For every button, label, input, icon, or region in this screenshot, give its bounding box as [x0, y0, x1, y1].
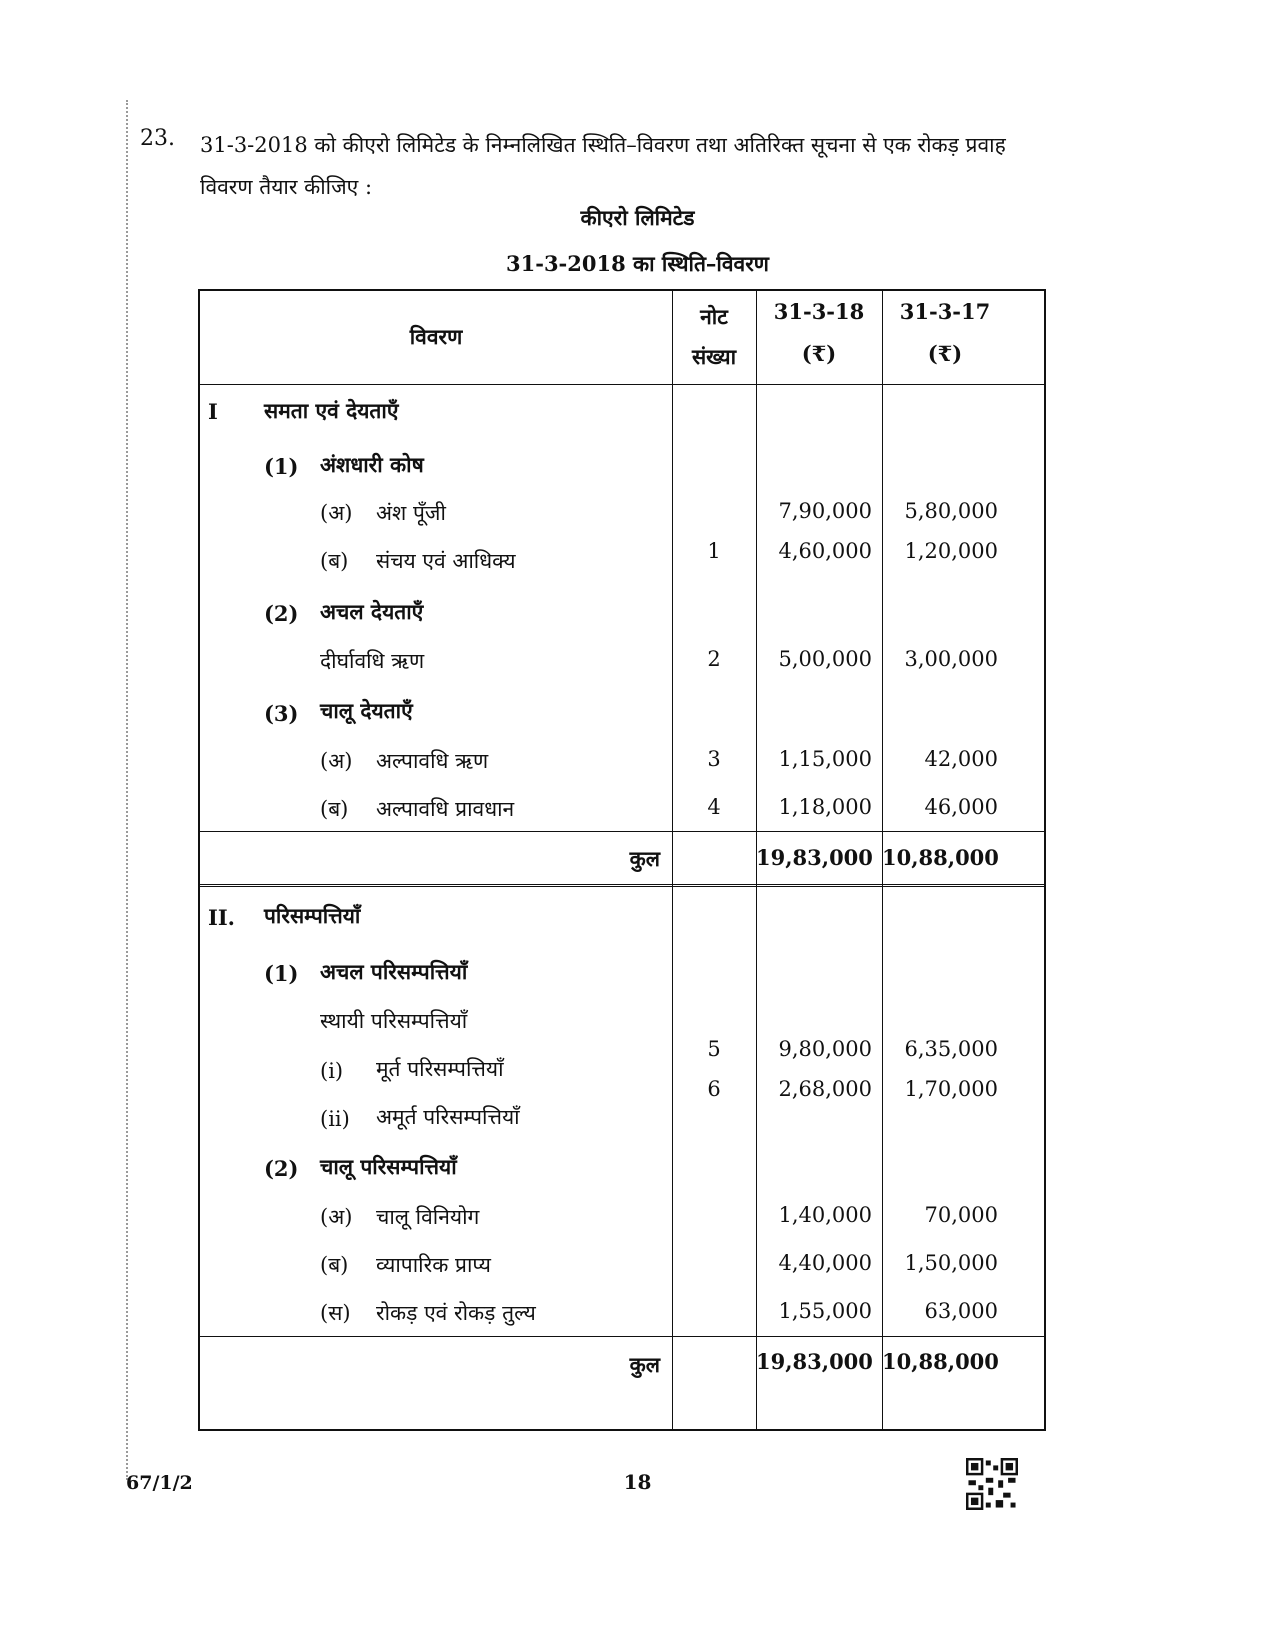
header-year2: 31-3-17	[899, 299, 991, 324]
part2-section2-title: चालू परिसम्पत्तियाँ	[320, 1154, 457, 1179]
receivables-y1: 4,40,000	[778, 1251, 872, 1275]
tangible-note: 5	[707, 1037, 721, 1061]
short-provision-y2: 46,000	[924, 795, 998, 819]
share-capital-mark: (अ)	[320, 501, 353, 525]
share-capital-y1: 7,90,000	[778, 499, 872, 523]
part2-section2-number: (2)	[264, 1156, 299, 1181]
header-note-line2: संख्या	[691, 344, 737, 369]
investments-label: चालू विनियोग	[376, 1205, 480, 1229]
share-capital-label: अंश पूँजी	[376, 501, 446, 525]
intangible-y2: 1,70,000	[904, 1077, 998, 1101]
header-year1: 31-3-18	[773, 299, 865, 324]
intangible-mark: (ii)	[320, 1107, 350, 1131]
short-loan-note: 3	[707, 747, 721, 771]
tangible-y2: 6,35,000	[904, 1037, 998, 1061]
part1-section3-title: चालू देयताएँ	[320, 698, 413, 723]
tangible-mark: (i)	[320, 1059, 344, 1083]
tangible-label: मूर्त परिसम्पत्तियाँ	[376, 1057, 504, 1081]
fixed-assets-label: स्थायी परिसम्पत्तियाँ	[320, 1009, 468, 1033]
part1-section3-number: (3)	[264, 701, 299, 726]
intangible-note: 6	[707, 1077, 721, 1101]
cash-y1: 1,55,000	[778, 1299, 872, 1323]
part1-heading: समता एवं देयताएँ	[264, 398, 399, 423]
receivables-label: व्यापारिक प्राप्य	[376, 1253, 491, 1277]
intangible-y1: 2,68,000	[778, 1077, 872, 1101]
cash-mark: (स)	[320, 1301, 351, 1325]
short-provision-label: अल्पावधि प्रावधान	[376, 797, 515, 821]
part1-section1-number: (1)	[264, 454, 299, 479]
long-loan-y2: 3,00,000	[904, 647, 998, 671]
cash-label: रोकड़ एवं रोकड़ तुल्य	[376, 1301, 536, 1325]
header-divider	[200, 384, 1044, 385]
receivables-y2: 1,50,000	[904, 1251, 998, 1275]
part2-total-top-line	[200, 1336, 1044, 1337]
short-loan-y2: 42,000	[924, 747, 998, 771]
tangible-y1: 9,80,000	[778, 1037, 872, 1061]
long-loan-y1: 5,00,000	[778, 647, 872, 671]
cash-y2: 63,000	[924, 1299, 998, 1323]
header-year1-currency: (₹)	[801, 341, 837, 366]
part2-section1-number: (1)	[264, 961, 299, 986]
reserves-label: संचय एवं आधिक्य	[376, 549, 516, 573]
question-text: 31-3-2018 को कीएरो लिमिटेड के निम्नलिखित स्थिति–विवरण तथा अतिरिक्त सूचना से एक रोकड़ प्रवाह विवरण तैयार कीजिए :	[200, 133, 1006, 199]
part2-total-y1: 19,83,000	[756, 1349, 873, 1374]
qr-code-icon	[966, 1458, 1018, 1510]
reserves-mark: (ब)	[320, 549, 349, 573]
short-provision-y1: 1,18,000	[778, 795, 872, 819]
short-provision-mark: (ब)	[320, 797, 349, 821]
header-note-line1: नोट	[700, 304, 728, 329]
long-loan-note: 2	[707, 647, 721, 671]
investments-y2: 70,000	[924, 1203, 998, 1227]
part2-total-y2: 10,88,000	[882, 1349, 999, 1374]
page-number: 18	[623, 1470, 652, 1494]
short-provision-note: 4	[707, 795, 721, 819]
part2-roman: II.	[208, 905, 235, 930]
part1-total-bottom-line	[200, 884, 1044, 887]
company-name: कीएरो लिमिटेड	[580, 205, 695, 230]
reserves-note: 1	[707, 539, 721, 563]
part2-section1-title: अचल परिसम्पत्तियाँ	[320, 959, 468, 984]
part1-section2-title: अचल देयताएँ	[320, 599, 424, 624]
short-loan-label: अल्पावधि ऋण	[376, 749, 489, 773]
question-number: 23.	[140, 126, 175, 151]
short-loan-y1: 1,15,000	[778, 747, 872, 771]
part1-total-top-line	[200, 831, 1044, 832]
long-loan-label: दीर्घावधि ऋण	[320, 649, 425, 673]
receivables-mark: (ब)	[320, 1253, 349, 1277]
part2-total-label: कुल	[629, 1352, 660, 1377]
margin-dotted-line	[126, 100, 128, 1480]
part1-section2-number: (2)	[264, 601, 299, 626]
balance-sheet-table	[198, 289, 1046, 1431]
reserves-y2: 1,20,000	[904, 539, 998, 563]
share-capital-y2: 5,80,000	[904, 499, 998, 523]
part1-section1-title: अंशधारी कोष	[320, 452, 424, 477]
part1-total-label: कुल	[629, 846, 660, 871]
part1-total-y2: 10,88,000	[882, 845, 999, 870]
reserves-y1: 4,60,000	[778, 539, 872, 563]
part1-total-y1: 19,83,000	[756, 845, 873, 870]
part1-roman: I	[208, 399, 218, 424]
investments-y1: 1,40,000	[778, 1203, 872, 1227]
header-particulars: विवरण	[409, 324, 463, 349]
paper-code: 67/1/2	[126, 1472, 193, 1494]
investments-mark: (अ)	[320, 1205, 353, 1229]
col-divider-particulars	[672, 291, 673, 1429]
part2-heading: परिसम्पत्तियाँ	[264, 903, 361, 928]
intangible-label: अमूर्त परिसम्पत्तियाँ	[376, 1105, 520, 1129]
statement-title: 31-3-2018 का स्थिति–विवरण	[506, 251, 769, 276]
header-year2-currency: (₹)	[927, 341, 963, 366]
short-loan-mark: (अ)	[320, 749, 353, 773]
